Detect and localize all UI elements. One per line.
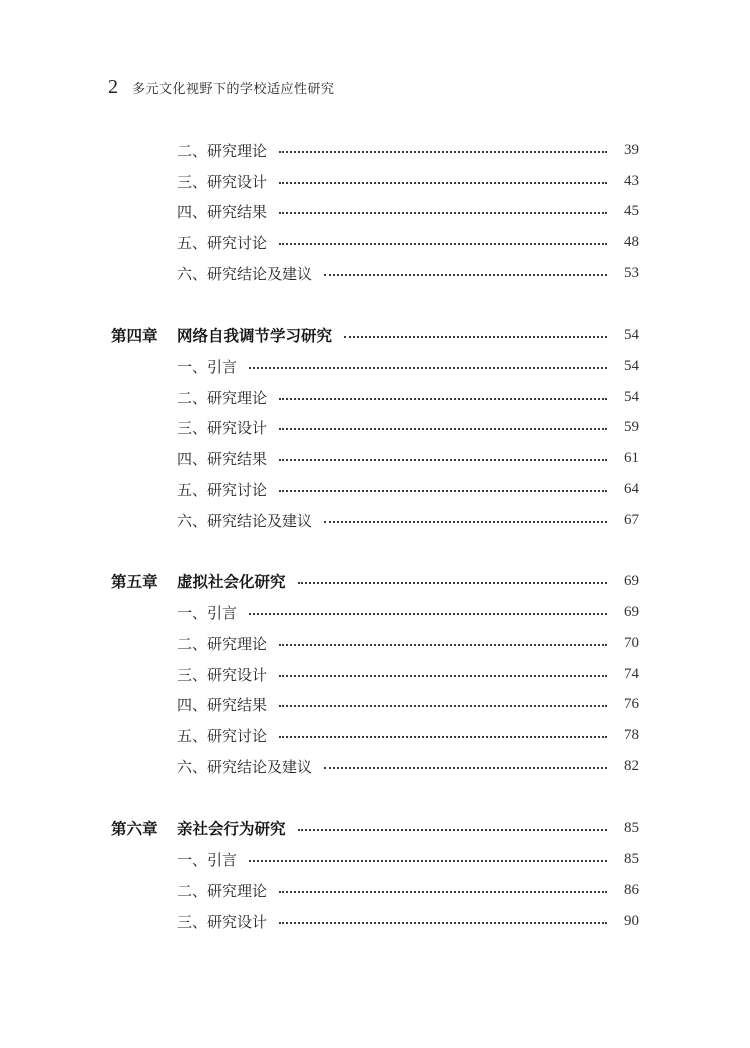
toc-entry-page: 61: [624, 449, 639, 466]
toc-entry[interactable]: [0, 354, 750, 378]
toc-entry-page: 64: [624, 480, 639, 497]
toc-entry-page: 74: [624, 665, 639, 682]
dot-leader: [279, 490, 607, 492]
dot-leader: [279, 891, 607, 893]
dot-leader: [279, 736, 607, 738]
chapter-title: 亲社会行为研究: [177, 820, 286, 838]
dot-leader: [279, 243, 607, 245]
book-title: 多元文化视野下的学校适应性研究: [132, 82, 335, 97]
toc-entry[interactable]: [0, 508, 750, 532]
toc-entry-title: 三、研究设计: [177, 912, 268, 931]
toc-entry-page: 48: [624, 233, 639, 250]
toc-entry[interactable]: [0, 199, 750, 223]
toc-entry-title: 三、研究设计: [177, 172, 268, 191]
toc-entry[interactable]: [0, 909, 750, 933]
toc-entry-page: 90: [624, 912, 639, 929]
toc-entry-title: 三、研究设计: [177, 665, 268, 684]
chapter-page: 69: [624, 572, 639, 589]
dot-leader: [324, 521, 607, 523]
dot-leader: [279, 212, 607, 214]
dot-leader: [279, 644, 607, 646]
toc-entry-title: 四、研究结果: [177, 449, 268, 468]
dot-leader: [298, 829, 607, 831]
dot-leader: [344, 336, 607, 338]
dot-leader: [298, 582, 607, 584]
toc-entry-title: 四、研究结果: [177, 695, 268, 714]
toc-entry[interactable]: [0, 169, 750, 193]
dot-leader: [249, 860, 607, 862]
dot-leader: [279, 428, 607, 430]
toc-chapter-6[interactable]: [0, 816, 750, 840]
dot-leader: [279, 182, 607, 184]
toc-entry[interactable]: [0, 138, 750, 162]
chapter-title: 虚拟社会化研究: [177, 573, 286, 591]
toc-entry-title: 一、引言: [177, 850, 238, 869]
chapter-title: 网络自我调节学习研究: [177, 327, 333, 345]
toc-entry[interactable]: [0, 415, 750, 439]
toc-entry[interactable]: [0, 600, 750, 624]
toc-entry-title: 一、引言: [177, 603, 238, 622]
toc-entry-page: 59: [624, 418, 639, 435]
dot-leader: [279, 398, 607, 400]
dot-leader: [324, 274, 607, 276]
toc-entry-title: 二、研究理论: [177, 141, 268, 160]
toc-entry[interactable]: [0, 631, 750, 655]
toc-entry-title: 二、研究理论: [177, 634, 268, 653]
dot-leader: [279, 151, 607, 153]
toc-entry-page: 67: [624, 511, 639, 528]
toc-entry-title: 二、研究理论: [177, 388, 268, 407]
toc-entry[interactable]: [0, 692, 750, 716]
chapter-page: 54: [624, 326, 639, 343]
toc-entry[interactable]: [0, 446, 750, 470]
toc-entry-page: 78: [624, 726, 639, 743]
toc-entry-title: 五、研究讨论: [177, 726, 268, 745]
toc-entry-page: 53: [624, 264, 639, 281]
dot-leader: [279, 675, 607, 677]
toc-entry-title: 五、研究讨论: [177, 233, 268, 252]
toc-entry[interactable]: [0, 723, 750, 747]
toc-entry[interactable]: [0, 261, 750, 285]
toc-entry-title: 六、研究结论及建议: [177, 757, 313, 776]
chapter-number: 第五章: [111, 573, 158, 591]
toc-chapter-5[interactable]: [0, 569, 750, 593]
toc-entry[interactable]: [0, 662, 750, 686]
dot-leader: [279, 459, 607, 461]
toc-entry[interactable]: [0, 477, 750, 501]
dot-leader: [249, 613, 607, 615]
toc-entry[interactable]: [0, 878, 750, 902]
chapter-number: 第六章: [111, 820, 158, 838]
toc-entry-page: 45: [624, 202, 639, 219]
toc-entry-page: 86: [624, 881, 639, 898]
toc-entry-title: 一、引言: [177, 357, 238, 376]
dot-leader: [324, 767, 607, 769]
toc-entry[interactable]: [0, 230, 750, 254]
toc-entry-page: 43: [624, 172, 639, 189]
toc-entry-page: 76: [624, 695, 639, 712]
dot-leader: [279, 922, 607, 924]
toc-entry-page: 54: [624, 357, 639, 374]
toc-entry-title: 二、研究理论: [177, 881, 268, 900]
toc-entry[interactable]: [0, 847, 750, 871]
toc-entry-page: 69: [624, 603, 639, 620]
toc-entry[interactable]: [0, 385, 750, 409]
toc-entry-page: 70: [624, 634, 639, 651]
toc-chapter-4[interactable]: [0, 323, 750, 347]
chapter-page: 85: [624, 819, 639, 836]
toc-entry-title: 四、研究结果: [177, 202, 268, 221]
dot-leader: [249, 367, 607, 369]
toc-entry-page: 39: [624, 141, 639, 158]
toc-entry-page: 85: [624, 850, 639, 867]
toc-entry-title: 六、研究结论及建议: [177, 511, 313, 530]
toc-entry-title: 五、研究讨论: [177, 480, 268, 499]
chapter-number: 第四章: [111, 327, 158, 345]
toc-entry-page: 54: [624, 388, 639, 405]
dot-leader: [279, 705, 607, 707]
toc-entry-page: 82: [624, 757, 639, 774]
toc-entry[interactable]: [0, 754, 750, 778]
toc-entry-title: 六、研究结论及建议: [177, 264, 313, 283]
toc-entry-title: 三、研究设计: [177, 418, 268, 437]
page-number: 2: [108, 76, 118, 98]
